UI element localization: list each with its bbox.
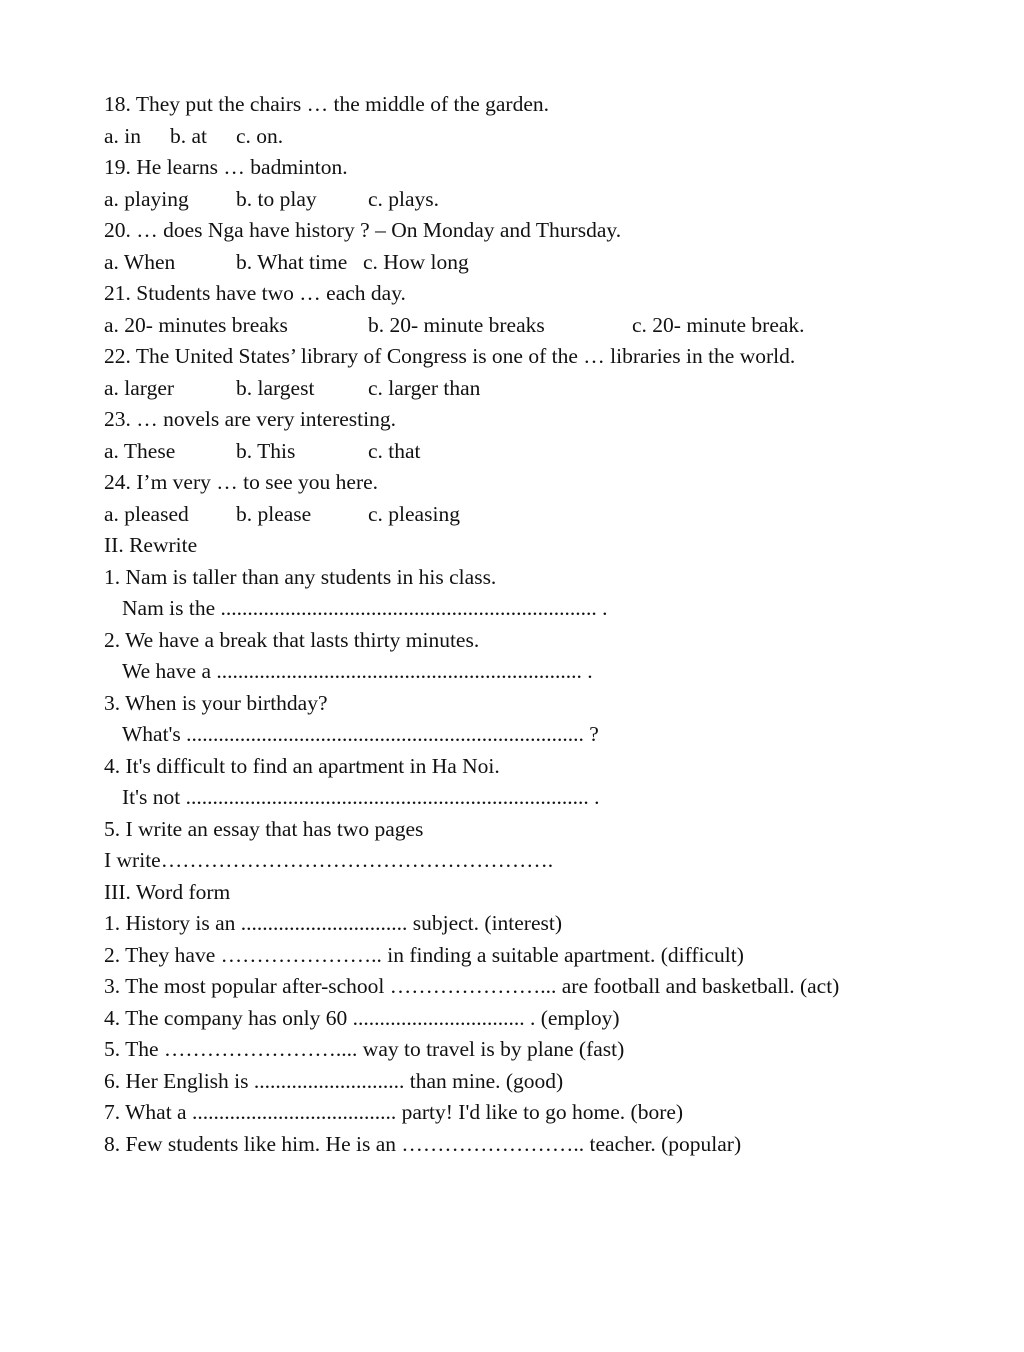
word-form-item: 2. They have ………………….. in finding a suitable apartment. (difficult): [104, 942, 744, 967]
options-24: [104, 499, 984, 531]
section-heading: III. Word form: [104, 879, 231, 904]
option-b: b. at: [170, 123, 208, 148]
option-c: c. 20- minute break.: [632, 312, 805, 337]
question-21: 21. Students have two … each day.: [104, 281, 406, 305]
rewrite-sentence: 2. We have a break that lasts thirty minutes.: [104, 627, 480, 652]
word-form-item: 7. What a ...................................... party! I'd like to go home. (bore): [104, 1100, 684, 1124]
option-a: a. pleased: [104, 501, 189, 526]
word-form-item: 4. The company has only 60 ................................ . (employ): [104, 1005, 620, 1030]
question-22: 22. The United States’ library of Congress is one of the … libraries in the world.: [104, 344, 796, 368]
option-a: a. larger: [104, 375, 175, 400]
question-18: 18. They put the chairs … the middle of the garden.: [104, 92, 550, 116]
rewrite-sentence: 1. Nam is taller than any students in his class.: [104, 564, 497, 589]
option-a: a. 20- minutes breaks: [104, 312, 288, 337]
option-a: a. in: [104, 123, 142, 148]
rewrite-answer-line: Nam is the ...................................................................... .: [122, 596, 608, 620]
rewrite-sentence: 5. I write an essay that has two pages: [104, 816, 424, 841]
option-c: c. that: [368, 438, 421, 463]
options-21: [104, 310, 984, 342]
word-form-item: 3. The most popular after-school …………………... are football and basketball. (act): [104, 974, 840, 998]
word-form-section: [104, 877, 984, 1161]
word-form-item: 5. The …………………….... way to travel is by plane (fast): [104, 1037, 625, 1061]
rewrite-answer-line: We have a .................................................................... .: [122, 659, 593, 683]
option-c: c. larger than: [368, 375, 481, 400]
option-b: b. please: [236, 501, 312, 526]
question-19: 19. He learns … badminton.: [104, 155, 348, 179]
option-b: b. 20- minute breaks: [368, 312, 545, 337]
rewrite-answer-line: I write……………………………………………….: [104, 848, 554, 872]
rewrite-sentence: 3. When is your birthday?: [104, 690, 328, 715]
rewrite-section: [104, 530, 984, 877]
option-a: a. When: [104, 249, 176, 274]
section-heading: II. Rewrite: [104, 533, 198, 557]
options-22: [104, 373, 984, 405]
question-24: 24. I’m very … to see you here.: [104, 470, 379, 494]
option-c: c. pleasing: [368, 501, 460, 526]
question-20: 20. … does Nga have history ? – On Monday and Thursday.: [104, 218, 622, 242]
option-b: b. What time: [236, 249, 348, 274]
options-23: [104, 436, 984, 468]
option-a: a. These: [104, 438, 176, 463]
word-form-item: 8. Few students like him. He is an …………………….. teacher. (popular): [104, 1131, 742, 1156]
word-form-item: 1. History is an ............................... subject. (interest): [104, 911, 563, 935]
option-c: c. plays.: [368, 186, 440, 211]
question-23: 23. … novels are very interesting.: [104, 407, 396, 431]
option-b: b. This: [236, 438, 296, 463]
mcq-section: [104, 89, 984, 530]
option-a: a. playing: [104, 186, 189, 211]
rewrite-answer-line: It's not ........................................................................... .: [122, 785, 600, 809]
option-b: b. to play: [236, 186, 317, 211]
options-20: [104, 247, 984, 279]
rewrite-sentence: 4. It's difficult to find an apartment in Ha Noi.: [104, 753, 500, 778]
option-b: b. largest: [236, 375, 315, 400]
options-18: [104, 121, 984, 153]
option-c: c. on.: [236, 123, 284, 148]
rewrite-answer-line: What's .......................................................................... ?: [122, 722, 599, 746]
worksheet: [104, 89, 984, 1160]
word-form-item: 6. Her English is ............................ than mine. (good): [104, 1068, 564, 1093]
option-c: c. How long: [363, 249, 469, 274]
options-19: [104, 184, 984, 216]
